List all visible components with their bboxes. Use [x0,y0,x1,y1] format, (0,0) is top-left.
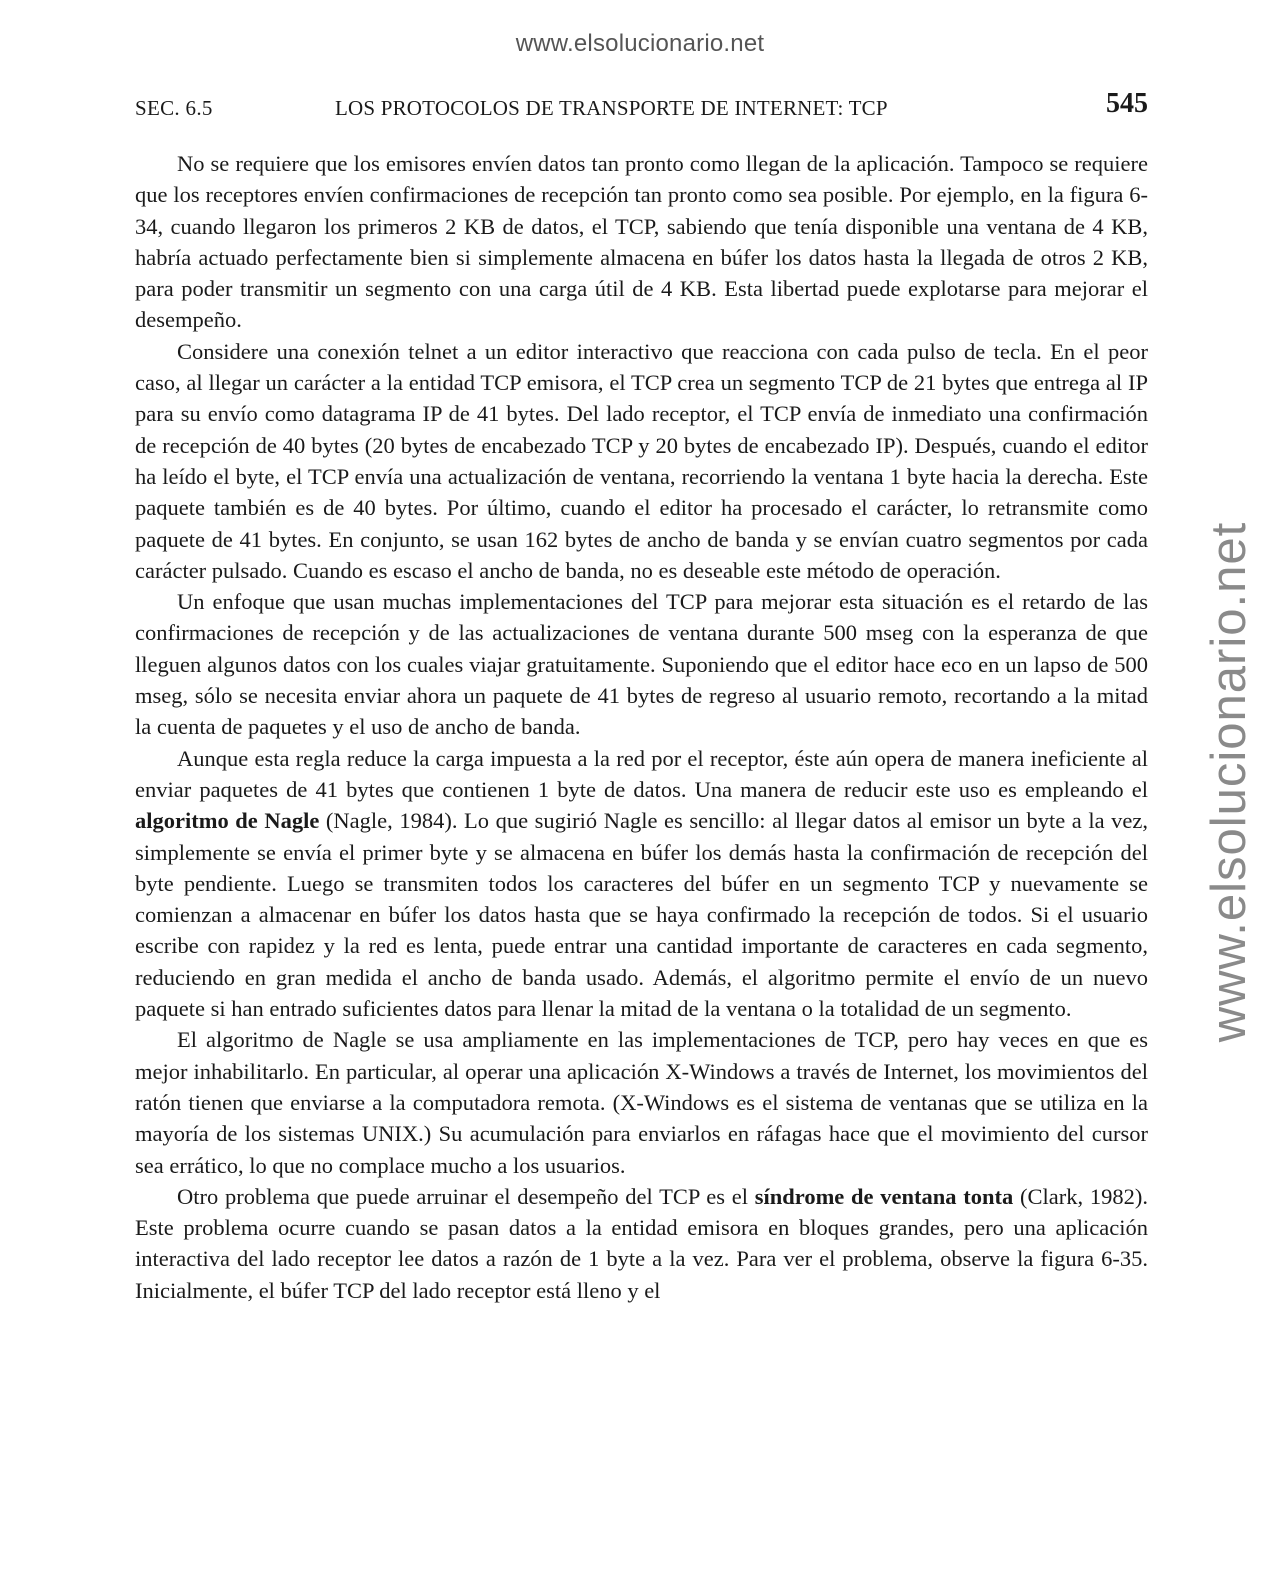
paragraph-4-end: (Nagle, 1984). Lo que sugirió Nagle es sencillo: al llegar datos al emisor un byte a la vez, simplemente se envía el primer byte y se almacena en búfer los demás hasta la confirmación de recepción del byte pendiente. Luego se transmiten todos los caracteres del búfer en un segmento TCP y nuevamente se comienzan a almacenar en búfer los datos hasta que se haya confirmado la recepción de todos. Si el usuario escribe con rapidez y la red es lenta, puede entrar una cantidad importante de caracteres en cada segmento, reduciendo en gran medida el ancho de banda usado. Además, el algoritmo permite el envío de un nuevo paquete si han entrado suficientes datos para llenar la mitad de la ventana o la totalidad de un segmento. [135,808,1148,1022]
section-number: SEC. 6.5 [135,96,213,120]
paragraph-6 [135,1181,1148,1306]
watermark-side: www.elsolucionario.net [1202,521,1256,1043]
watermark-top: www.elsolucionario.net [515,30,765,57]
term-nagle-algorithm: algoritmo de Nagle [135,808,320,834]
page-number: 545 [1106,88,1148,119]
paragraph-6-start: Otro problema que puede arruinar el desempeño del TCP es el [177,1183,755,1209]
paragraph-1: No se requiere que los emisores envíen datos tan pronto como llegan de la aplicación. Tampoco se requiere que los receptores envíen confirmaciones de recepción tan pronto como sea posible. Por ejemplo, en la figura 6-34, cuando llegaron los primeros 2 KB de datos, el TCP, sabiendo que tenía disponible una ventana de 4 KB, habría actuado perfectamente bien si simplemente almacena en búfer los datos hasta la llegada de otros 2 KB, para poder transmitir un segmento con una carga útil de 4 KB. Esta libertad puede explotarse para mejorar el desempeño. [135,151,1148,333]
paragraph-3: Un enfoque que usan muchas implementaciones del TCP para mejorar esta situación es el retardo de las confirmaciones de recepción y de las actualizaciones de ventana durante 500 mseg con la esperanza de que lleguen algunos datos con los cuales viajar gratuitamente. Suponiendo que el editor hace eco en un lapso de 500 mseg, sólo se necesita enviar ahora un paquete de 41 bytes de regreso al usuario remoto, recortando a la mitad la cuenta de paquetes y el uso de ancho de banda. [135,589,1148,740]
chapter-title: LOS PROTOCOLOS DE TRANSPORTE DE INTERNET: TCP [335,96,888,120]
paragraph-6-end: (Clark, 1982). Este problema ocurre cuando se pasan datos a la entidad emisora en bloques grandes, pero una aplicación interactiva del lado receptor lee datos a razón de 1 byte a la vez. Para ver el problema, observe la figura 6-35. Inicialmente, el búfer TCP del lado receptor está lleno y el [135,1183,1148,1303]
paragraph-4-start: Aunque esta regla reduce la carga impuesta a la red por el receptor, éste aún opera de manera ineficiente al enviar paquetes de 41 bytes que contienen 1 byte de datos. Una manera de reducir este uso es empleando el [135,745,1148,802]
paragraph-4 [135,743,1148,1025]
term-silly-window-syndrome: síndrome de ventana tonta [754,1183,1014,1209]
running-head [135,88,1148,128]
paragraph-5: El algoritmo de Nagle se usa ampliamente en las implementaciones de TCP, pero hay veces en que es mejor inhabilitarlo. En particular, al operar una aplicación X-Windows a través de Internet, los movimientos del ratón tienen que enviarse a la computadora remota. (X-Windows es el sistema de ventanas que se utiliza en la mayoría de los sistemas UNIX.) Su acumulación para enviarlos en ráfagas hace que el movimiento del cursor sea errático, lo que no complace mucho a los usuarios. [135,1027,1148,1178]
body-text [135,148,1148,1306]
paragraph-2: Considere una conexión telnet a un editor interactivo que reacciona con cada pulso de tecla. En el peor caso, al llegar un carácter a la entidad TCP emisora, el TCP crea un segmento TCP de 21 bytes que entrega al IP para su envío como datagrama IP de 41 bytes. Del lado receptor, el TCP envía de inmediato una confirmación de recepción de 40 bytes (20 bytes de encabezado TCP y 20 bytes de encabezado IP). Después, cuando el editor ha leído el byte, el TCP envía una actualización de ventana, recorriendo la ventana 1 byte hacia la derecha. Este paquete también es de 40 bytes. Por último, cuando el editor ha procesado el carácter, lo retransmite como paquete de 41 bytes. En conjunto, se usan 162 bytes de ancho de banda y se envían cuatro segmentos por cada carácter pulsado. Cuando es escaso el ancho de banda, no es deseable este método de operación. [135,338,1148,583]
